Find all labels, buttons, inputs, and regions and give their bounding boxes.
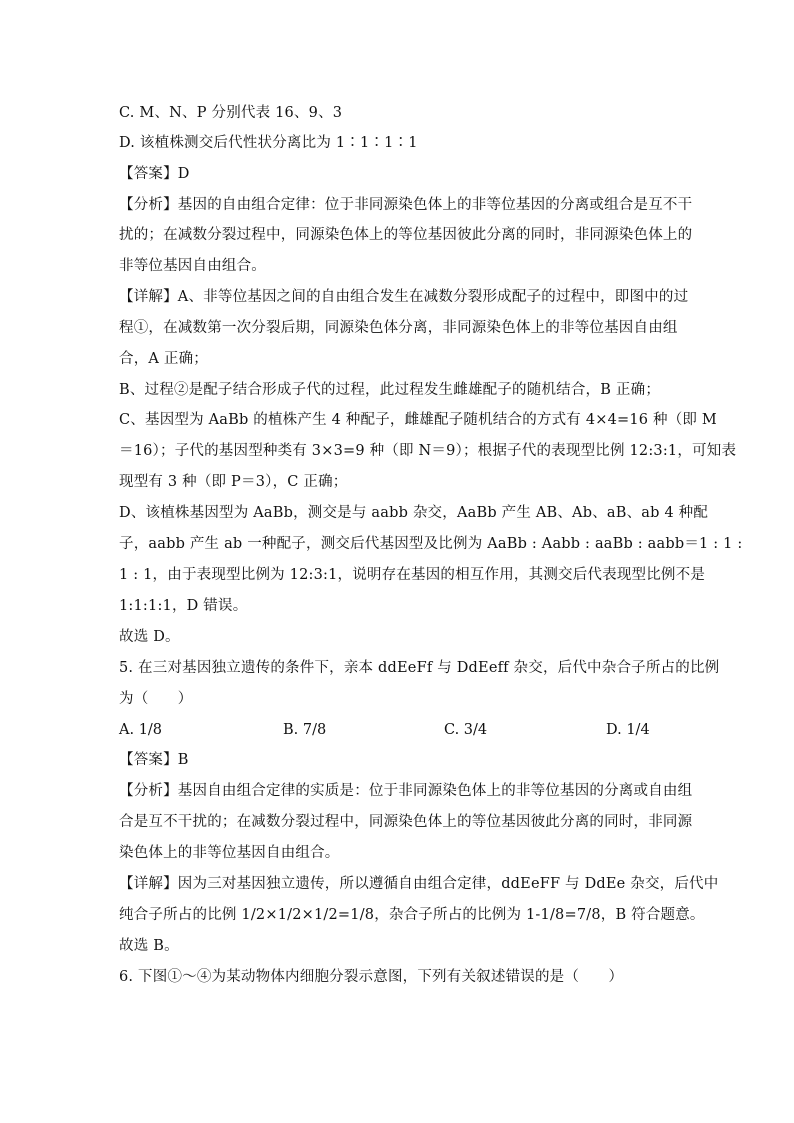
- text-line: 故选 D。: [119, 629, 180, 645]
- text-line: C. M、N、P 分别代表 16、9、3: [119, 105, 343, 121]
- question-5-stem: 为（ ）: [119, 691, 193, 707]
- text-line: C、基因型为 AaBb 的植株产生 4 种配子，雌雄配子随机结合的方式有 4×4=16 种（即 M: [119, 412, 717, 428]
- text-line: 【分析】基因的自由组合定律：位于非同源染色体上的非等位基因的分离或组合是互不干: [119, 197, 693, 213]
- text-line: 【详解】因为三对基因独立遗传，所以遵循自由组合定律，ddEeFF 与 DdEe 杂交，后代中: [119, 876, 719, 892]
- question-5-stem: 5. 在三对基因独立遗传的条件下，亲本 ddEeFf 与 DdEeff 杂交，后代中杂合子所占的比例: [119, 660, 720, 676]
- text-line: 【分析】基因自由组合定律的实质是：位于非同源染色体上的非等位基因的分离或自由组: [119, 783, 693, 799]
- text-line: 纯合子所占的比例 1/2×1/2×1/2=1/8，杂合子所占的比例为 1-1/8=7/8，B 符合题意。: [119, 907, 705, 923]
- option-c: C. 3/4: [444, 722, 488, 738]
- answer-label: 【答案】B: [119, 752, 189, 768]
- text-line: 染色体上的非等位基因自由组合。: [119, 845, 340, 861]
- text-line: 1 : 1，由于表现型比例为 12:3:1，说明存在基因的相互作用，其测交后代表现型比例不是: [119, 567, 706, 583]
- text-line: D. 该植株测交后代性状分离比为 1∶1∶1∶1: [119, 135, 418, 151]
- text-line: 【详解】A、非等位基因之间的自由组合发生在减数分裂形成配子的过程中，即图中的过: [119, 289, 689, 305]
- text-line: 非等位基因自由组合。: [119, 258, 266, 274]
- text-line: 合，A 正确；: [119, 351, 208, 367]
- text-line: D、该植株基因型为 AaBb，测交是与 aabb 杂交，AaBb 产生 AB、Ab、aB、ab 4 种配: [119, 505, 709, 521]
- answer-label: 【答案】D: [119, 166, 190, 182]
- text-line: 程①，在减数第一次分裂后期，同源染色体分离，非同源染色体上的非等位基因自由组: [119, 320, 678, 336]
- question-6-stem: 6. 下图①～④为某动物体内细胞分裂示意图，下列有关叙述错误的是（ ）: [119, 969, 624, 985]
- text-line: ＝16）；子代的基因型种类有 3×3=9 种（即 N＝9）；根据子代的表现型比例 12:3:1，可知表: [119, 443, 737, 459]
- option-d: D. 1/4: [606, 722, 650, 738]
- text-line: B、过程②是配子结合形成子代的过程，此过程发生雌雄配子的随机结合，B 正确；: [119, 382, 661, 398]
- text-line: 合是互不干扰的；在减数分裂过程中，同源染色体上的等位基因彼此分离的同时，非同源: [119, 814, 693, 830]
- text-line: 1:1:1:1，D 错误。: [119, 598, 248, 614]
- text-line: 故选 B。: [119, 938, 179, 954]
- option-a: A. 1/8: [119, 722, 163, 738]
- text-line: 扰的；在减数分裂过程中，同源染色体上的等位基因彼此分离的同时，非同源染色体上的: [119, 227, 693, 243]
- option-b: B. 7/8: [283, 722, 327, 738]
- text-line: 现型有 3 种（即 P＝3），C 正确；: [119, 474, 348, 490]
- text-line: 子，aabb 产生 ab 一种配子，测交后代基因型及比例为 AaBb : Aabb : aaBb : aabb＝1 : 1 :: [119, 536, 743, 552]
